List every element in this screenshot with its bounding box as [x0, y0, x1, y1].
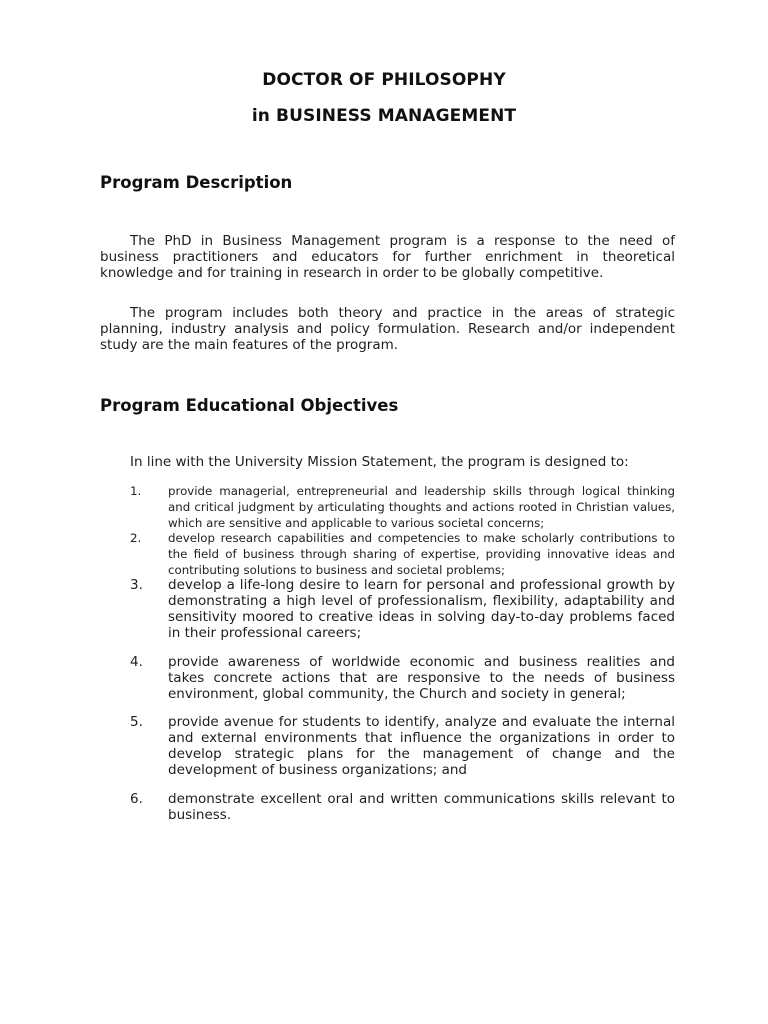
- objective-text: develop research capabilities and competencies to make scholarly contributions to the field of business through sharing of expertise, providing innovative ideas and contributing solutions to business and societal problems;: [168, 531, 675, 577]
- objective-text: provide awareness of worldwide economic and business realities and takes concrete actions that are responsive to the needs of business environment, global community, the Church and society in general;: [168, 654, 675, 702]
- objective-text: provide managerial, entrepreneurial and leadership skills through logical thinking and critical judgment by articulating thoughts and actions rooted in Christian values, which are sensitive and applicable to various societal concerns;: [168, 484, 675, 530]
- objective-number: 2.: [130, 531, 142, 545]
- objective-number: 5.: [130, 714, 143, 730]
- objective-number: 3.: [130, 577, 143, 593]
- objective-text: provide avenue for students to identify, analyze and evaluate the internal and external environments that influence the organizations in order to develop strategic plans for the management of change and the development of business organizations; and: [168, 714, 675, 778]
- objective-number: 6.: [130, 791, 143, 807]
- program-objectives-heading: Program Educational Objectives: [100, 396, 399, 415]
- program-description-heading: Program Description: [100, 173, 293, 192]
- objective-number: 1.: [130, 484, 142, 498]
- objective-text: demonstrate excellent oral and written communications skills relevant to business.: [168, 791, 675, 823]
- description-paragraph-1: The PhD in Business Management program is a response to the need of business practitioners and educators for further enrichment in theoretical knowledge and for training in research in order to be globally competitive.: [100, 233, 675, 281]
- document-title-line-1: DOCTOR OF PHILOSOPHY: [262, 70, 506, 90]
- objective-number: 4.: [130, 654, 143, 670]
- objective-text: develop a life-long desire to learn for personal and professional growth by demonstrating a high level of professionalism, flexibility, adaptability and sensitivity moored to creative ideas in solving day-to-day problems faced in their professional careers;: [168, 577, 675, 641]
- objectives-intro: In line with the University Mission Statement, the program is designed to:: [130, 454, 629, 470]
- document-title-line-2: in BUSINESS MANAGEMENT: [251, 106, 517, 126]
- description-paragraph-2: The program includes both theory and practice in the areas of strategic planning, industry analysis and policy formulation. Research and/or independent study are the main features of the program.: [100, 305, 675, 353]
